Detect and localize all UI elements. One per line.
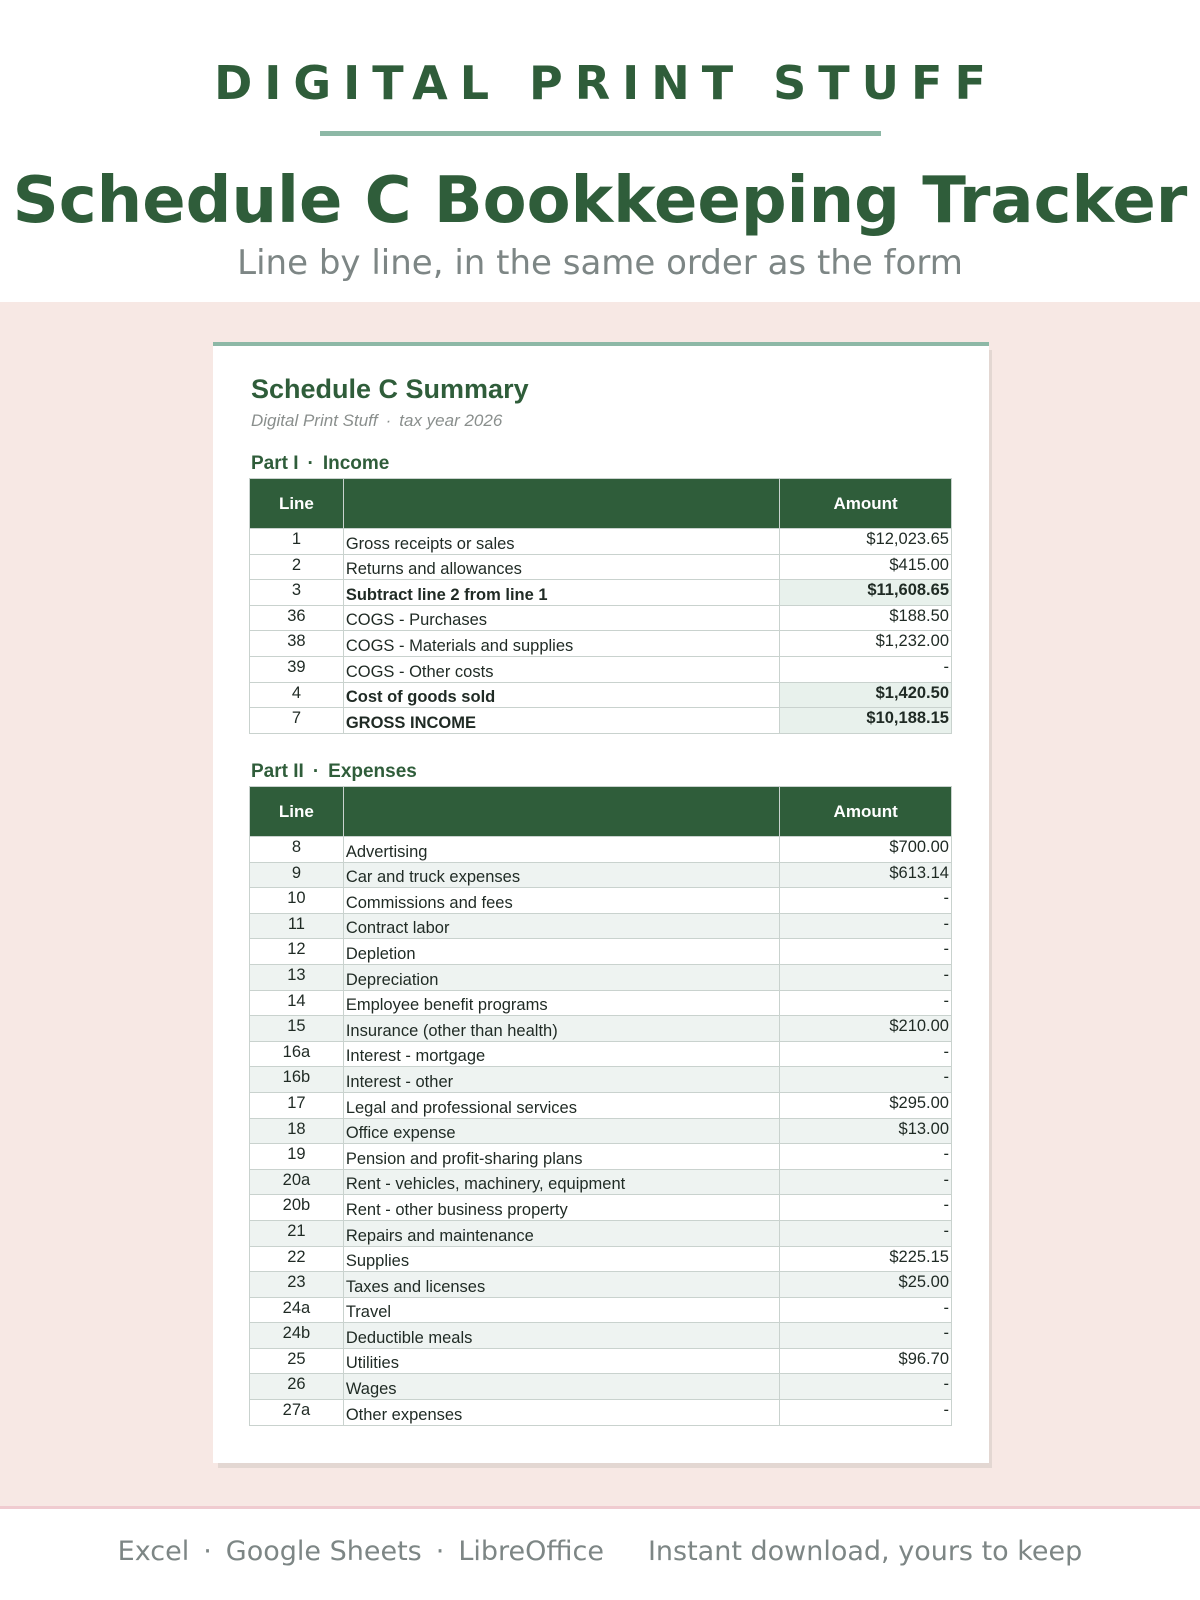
line-number-cell: 16b [250, 1067, 344, 1093]
description-cell: Taxes and licenses [343, 1272, 780, 1298]
amount-cell: - [780, 1195, 952, 1221]
amount-cell: $295.00 [780, 1092, 952, 1118]
description-cell: Subtract line 2 from line 1 [343, 580, 779, 606]
line-number-cell: 38 [250, 631, 344, 657]
description-cell: COGS - Materials and supplies [343, 631, 779, 657]
amount-cell: - [780, 888, 952, 914]
income-table [249, 478, 952, 734]
brand-divider [320, 131, 881, 136]
amount-cell: $96.70 [780, 1348, 952, 1374]
table-row [250, 1067, 952, 1093]
line-number-cell: 11 [250, 913, 344, 939]
line-number-cell: 20a [250, 1169, 344, 1195]
page-header [0, 0, 1200, 302]
amount-cell: - [780, 1144, 952, 1170]
line-number-cell: 22 [250, 1246, 344, 1272]
line-number-cell: 20b [250, 1195, 344, 1221]
amount-cell: $210.00 [780, 1016, 952, 1042]
part2-separator: · [312, 761, 320, 782]
amount-cell: $25.00 [780, 1272, 952, 1298]
line-number-cell: 27a [250, 1400, 344, 1426]
line-number-cell: 39 [250, 656, 344, 682]
footer-separator: · [435, 1536, 445, 1567]
app-libreoffice: LibreOffice [458, 1536, 604, 1567]
table-row [250, 964, 952, 990]
amount-cell: $1,232.00 [780, 631, 952, 657]
description-cell: Interest - other [343, 1067, 780, 1093]
amount-cell: - [780, 913, 952, 939]
description-cell: Depreciation [343, 964, 780, 990]
line-number-cell: 1 [250, 529, 344, 555]
line-number-cell: 7 [250, 708, 344, 734]
description-cell: Other expenses [343, 1400, 780, 1426]
line-number-cell: 3 [250, 580, 344, 606]
amount-cell: - [780, 1297, 952, 1323]
amount-cell: - [780, 1067, 952, 1093]
sheet-subtitle [251, 410, 502, 432]
column-header-amount: Amount [780, 787, 952, 837]
table-row [250, 1144, 952, 1170]
description-cell: Interest - mortgage [343, 1041, 780, 1067]
amount-cell: $1,420.50 [780, 682, 952, 708]
line-number-cell: 24a [250, 1297, 344, 1323]
line-number-cell: 8 [250, 837, 344, 863]
line-number-cell: 17 [250, 1092, 344, 1118]
line-number-cell: 4 [250, 682, 344, 708]
description-cell: Commissions and fees [343, 888, 780, 914]
description-cell: Office expense [343, 1118, 780, 1144]
description-cell: COGS - Other costs [343, 656, 779, 682]
description-cell: Utilities [343, 1348, 780, 1374]
description-cell: Rent - other business property [343, 1195, 780, 1221]
line-number-cell: 24b [250, 1323, 344, 1349]
footer-separator: · [203, 1536, 212, 1567]
description-cell: Repairs and maintenance [343, 1220, 780, 1246]
line-number-cell: 10 [250, 888, 344, 914]
footer-text [0, 1533, 1200, 1571]
description-cell: Employee benefit programs [343, 990, 780, 1016]
column-header-line: Line [250, 787, 344, 837]
table-row [250, 605, 952, 631]
amount-cell: $225.15 [780, 1246, 952, 1272]
line-number-cell: 14 [250, 990, 344, 1016]
description-cell: Pension and profit-sharing plans [343, 1144, 780, 1170]
description-cell: Travel [343, 1297, 780, 1323]
table-row [250, 580, 952, 606]
description-cell: Wages [343, 1374, 780, 1400]
description-cell: Contract labor [343, 913, 780, 939]
description-cell: Gross receipts or sales [343, 529, 779, 555]
part1-label [251, 452, 389, 476]
line-number-cell: 9 [250, 862, 344, 888]
description-cell: Cost of goods sold [343, 682, 779, 708]
expenses-table [249, 786, 952, 1426]
table-row [250, 1041, 952, 1067]
brand-name: DIGITAL PRINT STUFF [214, 56, 998, 110]
table-row [250, 1374, 952, 1400]
amount-cell: $11,608.65 [780, 580, 952, 606]
description-cell: Supplies [343, 1246, 780, 1272]
column-header-description [343, 479, 779, 529]
line-number-cell: 23 [250, 1272, 344, 1298]
table-row [250, 913, 952, 939]
table-row [250, 656, 952, 682]
description-cell: Legal and professional services [343, 1092, 780, 1118]
description-cell: Advertising [343, 837, 780, 863]
page-title: Schedule C Bookkeeping Tracker [12, 164, 1188, 238]
part1-separator: · [307, 453, 314, 474]
subtitle-separator: · [385, 411, 392, 430]
column-header-description [343, 787, 780, 837]
table-row [250, 1297, 952, 1323]
column-header-amount: Amount [780, 479, 952, 529]
line-number-cell: 25 [250, 1348, 344, 1374]
expenses-header-row [250, 787, 952, 837]
line-number-cell: 16a [250, 1041, 344, 1067]
amount-cell: - [780, 939, 952, 965]
description-cell: COGS - Purchases [343, 605, 779, 631]
amount-cell: - [780, 1323, 952, 1349]
spreadsheet-preview [213, 342, 989, 1463]
description-cell: Deductible meals [343, 1323, 780, 1349]
part2-number: Part II [251, 761, 304, 782]
income-header-row [250, 479, 952, 529]
amount-cell: - [780, 1374, 952, 1400]
amount-cell: - [780, 1169, 952, 1195]
part1-name: Income [322, 453, 390, 474]
business-name: Digital Print Stuff [251, 411, 378, 430]
line-number-cell: 26 [250, 1374, 344, 1400]
amount-cell: - [780, 990, 952, 1016]
amount-cell: $12,023.65 [780, 529, 952, 555]
table-row [250, 1348, 952, 1374]
table-row [250, 1220, 952, 1246]
amount-cell: $415.00 [780, 554, 952, 580]
line-number-cell: 15 [250, 1016, 344, 1042]
amount-cell: $700.00 [780, 837, 952, 863]
line-number-cell: 21 [250, 1220, 344, 1246]
amount-cell: - [780, 1400, 952, 1426]
column-header-line: Line [250, 479, 344, 529]
description-cell: Rent - vehicles, machinery, equipment [343, 1169, 780, 1195]
table-row [250, 529, 952, 555]
amount-cell: $188.50 [780, 605, 952, 631]
footer-tagline: Instant download, yours to keep [647, 1536, 1083, 1567]
table-row [250, 554, 952, 580]
description-cell: Insurance (other than health) [343, 1016, 780, 1042]
line-number-cell: 2 [250, 554, 344, 580]
amount-cell: $613.14 [780, 862, 952, 888]
tax-year: tax year 2026 [399, 411, 503, 430]
sheet-title: Schedule C Summary [251, 374, 529, 404]
amount-cell: - [780, 1041, 952, 1067]
table-row [250, 990, 952, 1016]
table-row [250, 682, 952, 708]
amount-cell: - [780, 656, 952, 682]
description-cell: Depletion [343, 939, 780, 965]
description-cell: Returns and allowances [343, 554, 779, 580]
line-number-cell: 36 [250, 605, 344, 631]
table-row [250, 1400, 952, 1426]
table-row [250, 1195, 952, 1221]
table-row [250, 1169, 952, 1195]
app-google-sheets: Google Sheets [225, 1536, 422, 1567]
table-row [250, 837, 952, 863]
line-number-cell: 19 [250, 1144, 344, 1170]
page-footer [0, 1509, 1200, 1600]
table-row [250, 939, 952, 965]
table-row [250, 631, 952, 657]
table-row [250, 1092, 952, 1118]
amount-cell: $10,188.15 [780, 708, 952, 734]
table-row [250, 1016, 952, 1042]
table-row [250, 862, 952, 888]
line-number-cell: 18 [250, 1118, 344, 1144]
table-row [250, 1246, 952, 1272]
part1-number: Part I [251, 453, 299, 474]
description-cell: Car and truck expenses [343, 862, 780, 888]
amount-cell: - [780, 964, 952, 990]
table-row [250, 1118, 952, 1144]
table-row [250, 1272, 952, 1298]
part2-label [251, 760, 417, 784]
table-row [250, 708, 952, 734]
table-row [250, 1323, 952, 1349]
table-row [250, 888, 952, 914]
amount-cell: $13.00 [780, 1118, 952, 1144]
page-subtitle: Line by line, in the same order as the form [237, 243, 963, 283]
line-number-cell: 13 [250, 964, 344, 990]
app-excel: Excel [117, 1536, 190, 1567]
amount-cell: - [780, 1220, 952, 1246]
line-number-cell: 12 [250, 939, 344, 965]
description-cell: GROSS INCOME [343, 708, 779, 734]
part2-name: Expenses [328, 761, 417, 782]
